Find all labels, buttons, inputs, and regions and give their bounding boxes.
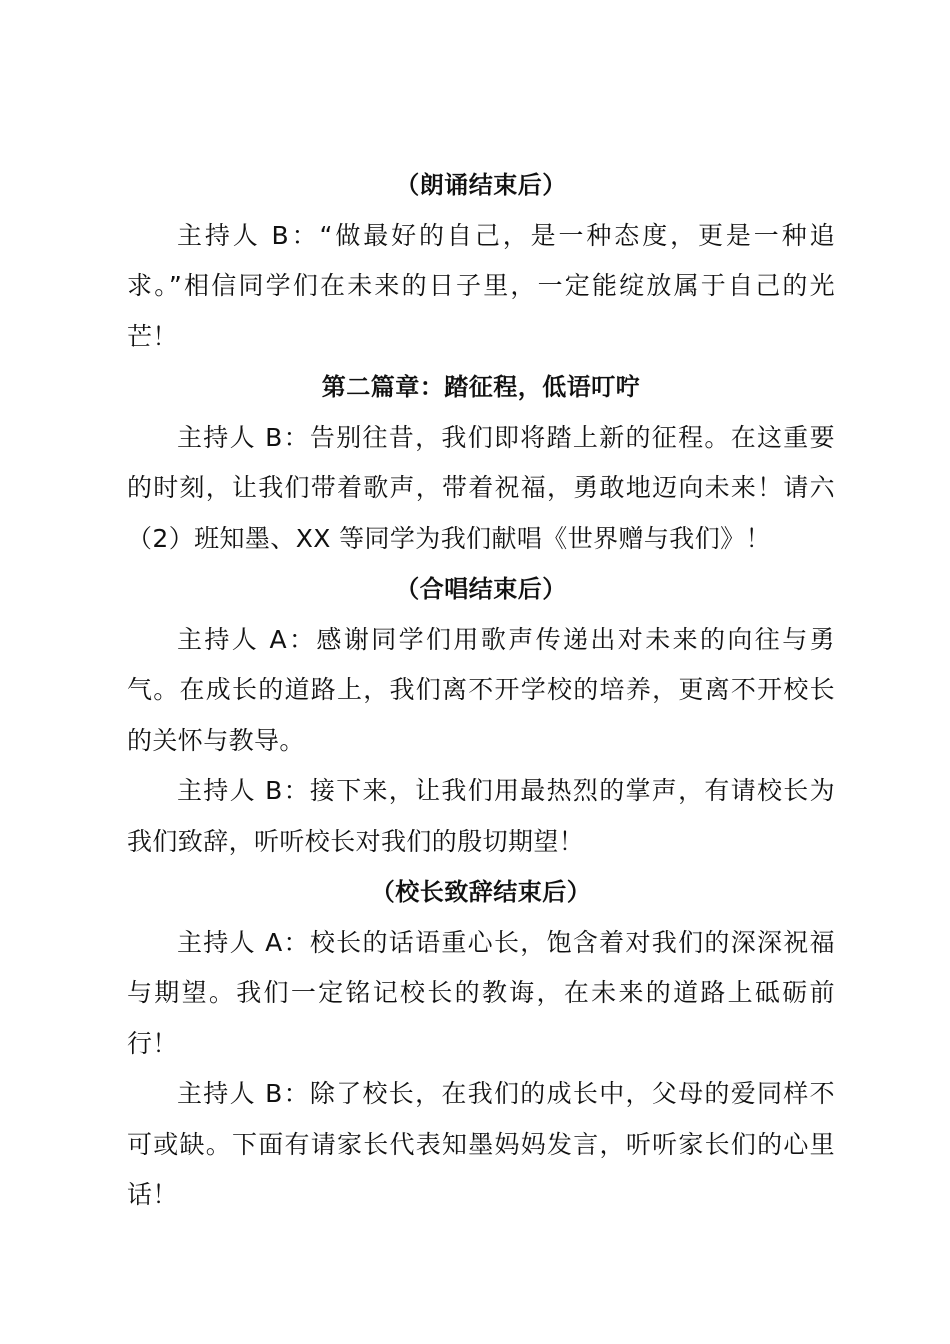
host-b-line-3: 主持人 B：接下来，让我们用最热烈的掌声，有请校长为我们致辞，听听校长对我们的殷切期望！ (127, 776, 835, 856)
host-a-line-2: 主持人 A：校长的话语重心长，饱含着对我们的深深祝福与期望。我们一定铭记校长的教诲，在未来的道路上砥砺前行！ (127, 927, 835, 1058)
document-body (127, 160, 835, 1221)
host-a-line-1: 主持人 A：感谢同学们用歌声传递出对未来的向往与勇气。在成长的道路上，我们离不开学校的培养，更离不开校长的关怀与教导。 (127, 624, 835, 755)
host-b-line-1: 主持人 B：“做最好的自己，是一种态度，更是一种追求。”相信同学们在未来的日子里，一定能绽放属于自己的光芒！ (127, 220, 835, 351)
stage-note-principal-speech-end: （校长致辞结束后） (370, 878, 592, 906)
stage-note-recitation-end: （朗诵结束后） (395, 171, 567, 199)
host-b-line-4: 主持人 B：除了校长，在我们的成长中，父母的爱同样不可或缺。下面有请家长代表知墨妈妈发言，听听家长们的心里话！ (127, 1079, 835, 1209)
chapter-two-title: 第二篇章：踏征程，低语叮咛 (321, 373, 641, 401)
stage-note-chorus-end: （合唱结束后） (395, 575, 567, 603)
host-b-line-2: 主持人 B：告别往昔，我们即将踏上新的征程。在这重要的时刻，让我们带着歌声，带着祝福，勇敢地迈向未来！请六（2）班知墨、XX 等同学为我们献唱《世界赠与我们》！ (127, 422, 835, 553)
